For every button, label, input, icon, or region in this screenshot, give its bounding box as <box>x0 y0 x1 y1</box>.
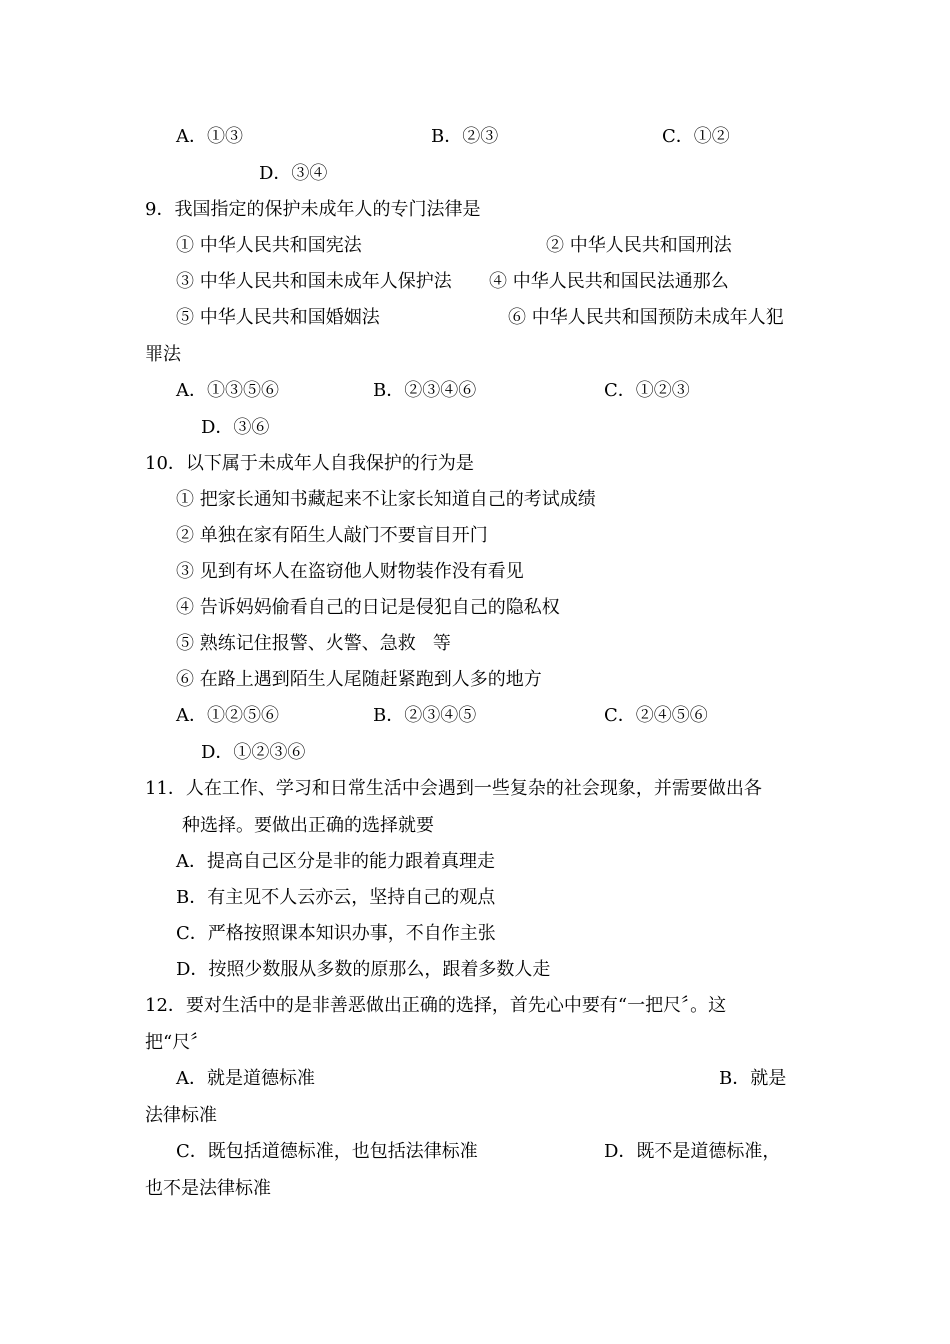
q10-item-5: ⑤ 熟练记住报警、火警、急救 等 <box>176 633 451 654</box>
q12-option-d-continued: 也不是法律标准 <box>145 1178 271 1199</box>
q9-item-2: ② 中华人民共和国刑法 <box>546 235 732 256</box>
q10-option-a: A．①②⑤⑥ <box>176 705 279 726</box>
q9-item-6: ⑥ 中华人民共和国预防未成年人犯 <box>508 307 784 328</box>
q12-option-b-continued: 法律标准 <box>145 1105 217 1126</box>
q12-option-d: D．既不是道德标准， <box>604 1141 781 1162</box>
q9-item-6-continued: 罪法 <box>145 344 181 365</box>
q8-option-d: D．③④ <box>259 163 328 184</box>
q8-option-b: B．②③ <box>431 126 499 147</box>
q9-option-c: C．①②③ <box>604 380 690 401</box>
q12-stem-continued: 把“尺〞 <box>145 1032 209 1053</box>
q9-option-b: B．②③④⑥ <box>373 380 477 401</box>
q10-stem: 10．以下属于未成年人自我保护的行为是 <box>145 453 474 474</box>
q9-stem: 9．我国指定的保护未成年人的专门法律是 <box>145 199 481 220</box>
q11-option-c: C．严格按照课本知识办事，不自作主张 <box>176 923 496 944</box>
q10-item-6: ⑥ 在路上遇到陌生人尾随赶紧跑到人多的地方 <box>176 669 542 690</box>
q10-option-c: C．②④⑤⑥ <box>604 705 708 726</box>
q10-option-d: D．①②③⑥ <box>201 742 306 763</box>
q9-item-3: ③ 中华人民共和国未成年人保护法 <box>176 271 452 292</box>
q10-item-1: ① 把家长通知书藏起来不让家长知道自己的考试成绩 <box>176 489 596 510</box>
q12-stem: 12．要对生活中的是非善恶做出正确的选择，首先心中要有“一把尺〞。这 <box>145 995 727 1016</box>
q9-option-a: A．①③⑤⑥ <box>176 380 279 401</box>
q9-item-5: ⑤ 中华人民共和国婚姻法 <box>176 307 380 328</box>
q8-option-a: A．①③ <box>176 126 243 147</box>
q9-option-d: D．③⑥ <box>201 417 270 438</box>
q10-item-2: ② 单独在家有陌生人敲门不要盲目开门 <box>176 525 488 546</box>
q11-stem: 11．人在工作、学习和日常生活中会遇到一些复杂的社会现象，并需要做出各 <box>145 778 762 799</box>
q11-option-b: B．有主见不人云亦云，坚持自己的观点 <box>176 887 496 908</box>
q9-item-4: ④ 中华人民共和国民法通那么 <box>489 271 729 292</box>
q11-option-a: A．提高自己区分是非的能力跟着真理走 <box>176 851 495 872</box>
q9-item-1: ① 中华人民共和国宪法 <box>176 235 362 256</box>
q8-option-c: C．①② <box>662 126 730 147</box>
q12-option-b: B．就是 <box>719 1068 787 1089</box>
q10-item-3: ③ 见到有坏人在盗窃他人财物装作没有看见 <box>176 561 524 582</box>
q10-option-b: B．②③④⑤ <box>373 705 477 726</box>
q12-option-c: C．既包括道德标准，也包括法律标准 <box>176 1141 478 1162</box>
q10-item-4: ④ 告诉妈妈偷看自己的日记是侵犯自己的隐私权 <box>176 597 560 618</box>
q12-option-a: A．就是道德标准 <box>176 1068 315 1089</box>
q11-option-d: D．按照少数服从多数的原那么，跟着多数人走 <box>176 959 551 980</box>
q11-stem-continued: 种选择。要做出正确的选择就要 <box>182 815 434 836</box>
